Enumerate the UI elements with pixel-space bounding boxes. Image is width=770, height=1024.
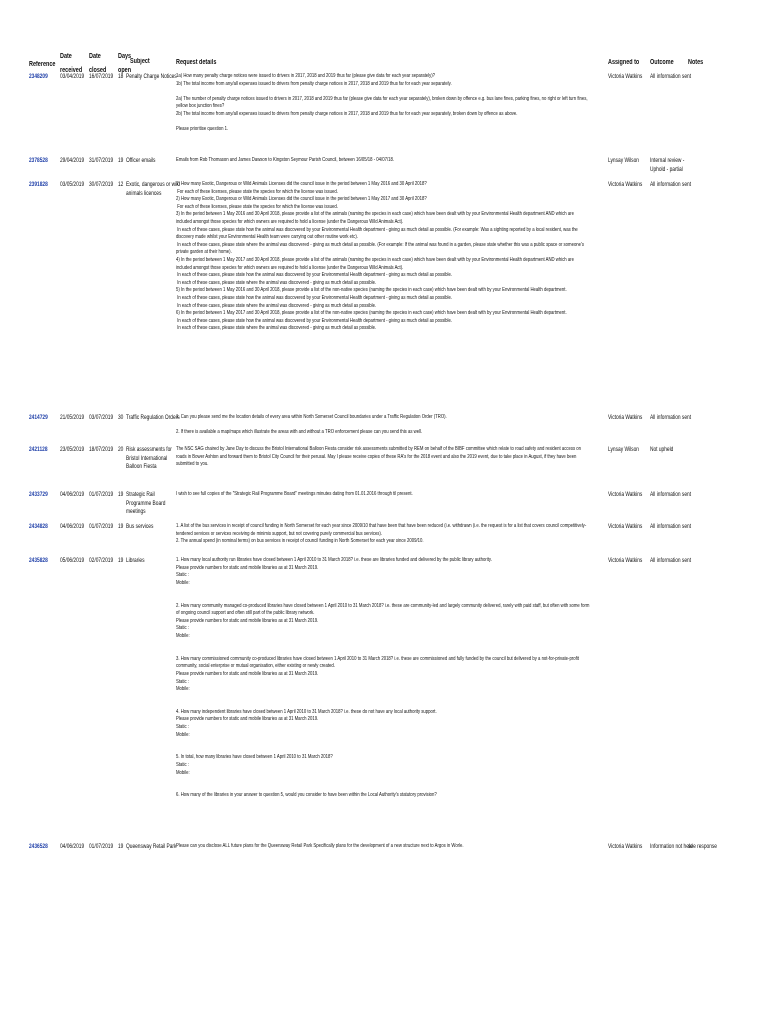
reference-number: 2435828: [29, 557, 48, 564]
days-open: 12: [118, 181, 124, 188]
date-received: 04/06/2019: [60, 491, 85, 498]
date-closed: 02/07/2019: [89, 557, 114, 564]
header-days-open-line2: open: [118, 67, 132, 74]
request-details: The NSC SAG chaired by Jane Day to discuss the Bristol International Balloon Fiesta consider risk assessments submitted by REM on behalf of the BIBF committee which relate to road safety and resident access on roads in Bower Ashton and forward them to Bristol City Council for their perusal. May I please receive copies of these RA's for the 2018 event and also the 2019 event, due to take place in August, if they have been submitted to you.: [176, 446, 583, 468]
notes: see response: [688, 843, 717, 850]
subject: Officer emails: [126, 157, 156, 164]
header-date-closed-line2: closed: [89, 67, 107, 74]
date-received: 23/05/2019: [60, 446, 85, 453]
header-days-open-line1: Days: [118, 53, 132, 60]
assigned-to: Victoria Watkins: [608, 181, 643, 188]
days-open: 19: [118, 523, 124, 530]
reference-number: 2433729: [29, 491, 48, 498]
date-closed: 01/07/2019: [89, 523, 114, 530]
days-open: 19: [118, 491, 124, 498]
outcome: All information sent: [650, 557, 692, 564]
request-details: I wish to see full copies of the "Strategic Rail Programme Board" meetings minutes dating from 01.01.2016 through til present.: [176, 491, 413, 497]
days-open: 18: [118, 73, 124, 80]
date-received: 04/06/2019: [60, 523, 85, 530]
reference-number: 2434828: [29, 523, 48, 530]
subject: Risk assessments for Bristol International Balloon Fiesta: [126, 446, 172, 471]
header-date-received-line2: received: [60, 67, 83, 74]
request-details: Please can you disclose ALL future plans for the Queensway Retail Park Specifically plans for the development of a new structure next to Argos in Worle.: [176, 843, 464, 849]
outcome: Not upheld: [650, 446, 674, 453]
outcome: All information sent: [650, 414, 692, 421]
date-received: 03/04/2019: [60, 73, 85, 80]
date-closed: 31/07/2019: [89, 157, 114, 164]
outcome: All information sent: [650, 73, 692, 80]
request-details: 1. Can you please send me the location details of every area within North Somerset Council boundaries under a Traffic Regulation Order (TRO). 2. If there is available a map/maps which illustrate the areas with and without a TRO enforcement please can you send this as well.: [176, 414, 447, 436]
reference-number: 2391828: [29, 181, 48, 188]
request-details: Emails from Rob Thomason and James Dawson to Kingston Seymour Parish Council, between 16/05/18 - 04/07/18.: [176, 157, 395, 163]
assigned-to: Lynsay Wilson: [608, 157, 639, 164]
date-closed: 16/07/2019: [89, 73, 114, 80]
outcome: Information not held: [650, 843, 693, 850]
days-open: 20: [118, 446, 124, 453]
date-received: 05/06/2019: [60, 557, 85, 564]
date-closed: 30/07/2019: [89, 181, 114, 188]
days-open: 19: [118, 557, 124, 564]
header-notes: Notes: [688, 59, 704, 66]
outcome: All information sent: [650, 523, 692, 530]
date-received: 04/06/2019: [60, 843, 85, 850]
date-closed: 03/07/2019: [89, 414, 114, 421]
subject: Libraries: [126, 557, 145, 564]
outcome: All information sent: [650, 491, 692, 498]
days-open: 19: [118, 843, 124, 850]
request-details: 1a) How many penalty charge notices were issued to drivers in 2017, 2018 and 2019 thus far (please give data for each year separately)? 1b) The total income from any/all expenses issued to drivers from penalty charge notices in 2017, 2018 and 2019 thus far for each year separately. 2a) The number of penalty charge notices issued to drivers in 2017, 2018 and 2019 thus far (please give data for each year separately), broken down by offence e.g. bus lane fines, parking fines, no right or left turn fines, yellow box junction fines? 2b) The total income from any/all expenses issued to drivers from penalty charge notices in 2017, 2018 and 2019 thus far for each year separately, broken down by offence as above. Please prioritise question 1.: [176, 73, 588, 133]
date-received: 29/04/2019: [60, 157, 85, 164]
assigned-to: Victoria Watkins: [608, 843, 643, 850]
header-request-details: Request details: [176, 59, 217, 66]
outcome: All information sent: [650, 181, 692, 188]
assigned-to: Victoria Watkins: [608, 73, 643, 80]
reference-number: 2378528: [29, 157, 48, 164]
subject: Strategic Rail Programme Board meetings: [126, 491, 166, 516]
days-open: 19: [118, 157, 124, 164]
reference-number: 2348209: [29, 73, 48, 80]
assigned-to: Victoria Watkins: [608, 414, 643, 421]
assigned-to: Victoria Watkins: [608, 491, 643, 498]
outcome: Internal review - Uphold - partial: [650, 157, 685, 173]
date-received: 03/05/2019: [60, 181, 85, 188]
header-date-closed-line1: Date: [89, 53, 101, 60]
header-reference: Reference: [29, 61, 56, 68]
date-received: 21/05/2019: [60, 414, 85, 421]
request-details: 1. A list of the bus services in receipt of council funding in North Somerset for each year since 2009/10 that have been that have been reduced (i.e. withdrawn (i.e. the request is for a list that covers council competitively-tendered services or services receiving de minimis support, but not covering purely commercial bus services). 2. The annual spend (in nominal terms) on bus services in receipt of council funding in North Somerset for each year since 2009/10.: [176, 523, 587, 545]
header-date-closed: [89, 52, 106, 75]
days-open: 30: [118, 414, 124, 421]
reference-number: 2436528: [29, 843, 48, 850]
header-subject: Subject: [130, 58, 150, 65]
subject: Queensway Retail Park: [126, 843, 177, 850]
request-details: 1. How many local authority run libraries have closed between 1 April 2010 to 31 March 2018? i.e. these are libraries funded and delivered by the public library authority. Please provide numbers for static and mobile libraries as at 31 March 2019. Static : Mobile: 2. How many community managed co-produced libraries have closed between 1 April 2010 to 31 March 2018? i.e. these are community-led and largely community delivered, rarely with paid staff, but often with some form of ongoing council support and often still part of the public library network. Please provide numbers for static and mobile libraries as at 31 March 2019. Static : Mobile: 3. How many commissioned community co-produced libraries have closed between 1 April 2010 to 31 March 2018? i.e. these are commissioned and fully funded by the council but delivered by a not-for-private-profit community, social enterprise or mutual organisation, either existing or newly created. Please provide numbers for static and mobile libraries as at 31 March 2019. Static : Mobile: 4. How many independent libraries have closed between 1 April 2010 to 31 March 2018? i.e. these do not have any local authority support. Please provide numbers for static and mobile libraries as at 31 March 2019. Static : Mobile: 5. In total, how many libraries have closed between 1 April 2010 to 31 March 2018? Static : Mobile: 6. How many of the libraries in your answer to question 5, would you consider to have been within the Local Authority's statutory provision?: [176, 557, 590, 799]
request-details: 1) How many Exotic, Dangerous or Wild Animals Licenses did the council issue in the period between 1 May 2016 and 30 April 2018? For each of these licenses, please state the species for which the license was issued. 2) How many Exotic, Dangerous or Wild Animals Licenses did the council issue in the period between 1 May 2017 and 30 April 2018? For each of these licenses, please state the species for which the license was issued. 3) In the period between 1 May 2016 and 30 April 2018, please provide a list of the animals (naming the species in each case) which have been dealt with by your Environmental Health department AND which are included amongst those species for which owners are required to hold a license (under the Dangerous Wild Animals Act). In each of these cases, please state how the animal was discovered by your Environmental Health department - giving as much detail as possible. (For example: Was a sighting reported by a local resident, was the discovery made whilst your Environmental Health team were carrying out other routine work etc). In each of these cases, please state where the animal was discovered - giving as much detail as possible. (For example: If the animal was found in a garden, please state whether this was a public space or someone's private garden at their home). 4) In the period between 1 May 2017 and 30 April 2018, please provide a list of the animals (naming the species in each case) which have been dealt with by your Environmental Health department AND which are included amongst those species for which owners are required to hold a license (under the Dangerous Wild Animals Act). In each of these cases, please state how the animal was discovered by your Environmental Health department - giving as much detail as possible. In each of these cases, please state where the animal was discovered - giving as much detail as possible. 5) In the period between 1 May 2016 and 30 April 2018, please provide a list of the non-native species (naming the species in each case) which have been dealt with by your Environmental Health department. In each of these cases, please state how the animal was discovered by your Environmental Health department - giving as much detail as possible. In each of these cases, please state where the animal was discovered - giving as much detail as possible. 6) In the period between 1 May 2017 and 30 April 2018, please provide a list of the non-native species (naming the species in each case) which have been dealt with by your Environmental Health department. In each of these cases, please state how the animal was discovered by your Environmental Health department - giving as much detail as possible. In each of these cases, please state where the animal was discovered - giving as much detail as possible.: [176, 181, 584, 332]
header-outcome: Outcome: [650, 59, 674, 66]
header-date-received-line1: Date: [60, 53, 72, 60]
assigned-to: Lynsay Wilson: [608, 446, 639, 453]
assigned-to: Victoria Watkins: [608, 557, 643, 564]
assigned-to: Victoria Watkins: [608, 523, 643, 530]
subject: Penalty Charge Notices: [126, 73, 177, 80]
subject: Exotic, dangerous or wild animals licences: [126, 181, 180, 197]
reference-number: 2421128: [29, 446, 48, 453]
subject: Bus services: [126, 523, 154, 530]
header-assigned-to: Assigned to: [608, 59, 640, 66]
reference-number: 2414729: [29, 414, 48, 421]
header-date-received: [60, 52, 82, 75]
date-closed: 01/07/2019: [89, 491, 114, 498]
subject: Traffic Regulation Orders: [126, 414, 180, 421]
date-closed: 18/07/2019: [89, 446, 114, 453]
date-closed: 01/07/2019: [89, 843, 114, 850]
